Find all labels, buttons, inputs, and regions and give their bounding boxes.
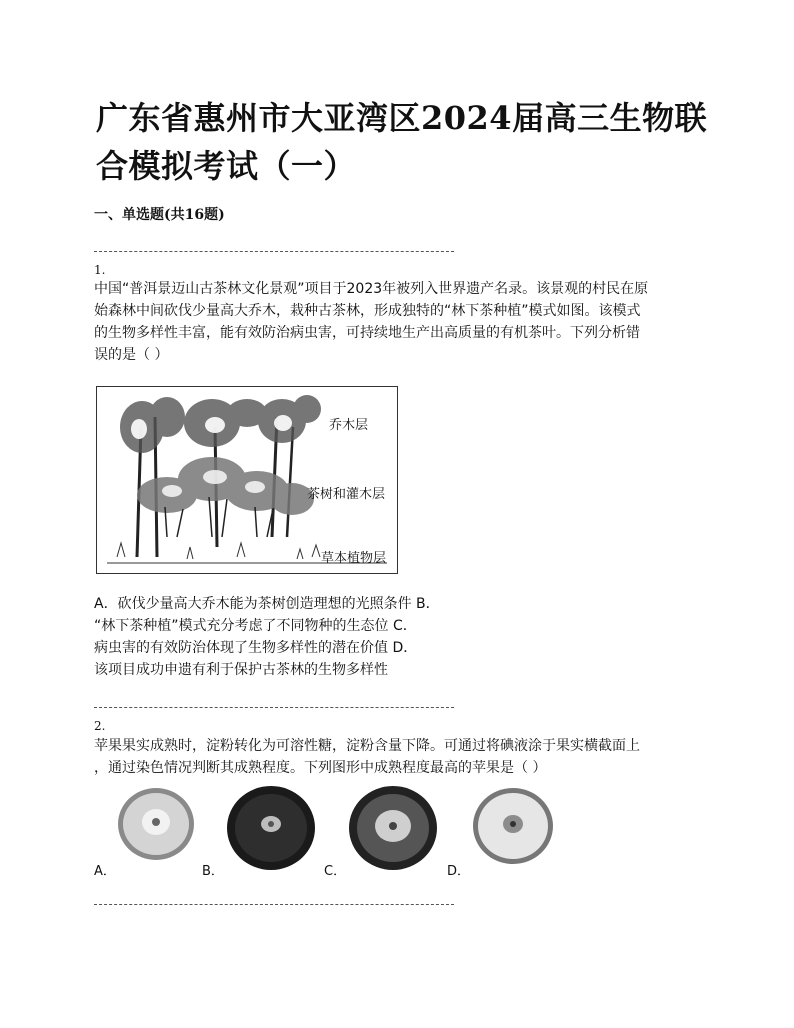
stem-line: 苹果果实成熟时，淀粉转化为可溶性糖，淀粉含量下降。可通过将碘液涂于果实横截面上 [94,738,640,754]
option-line: “林下茶种植”模式充分考虑了不同物种的生态位 C． [94,618,417,634]
shrub-layer-label: 茶树和灌木层 [307,487,386,502]
apple-slice-a-image [116,786,196,862]
option-line: 该项目成功申遗有利于保护古茶林的生物多样性 [94,662,388,678]
section-heading: 一、单选题(共16题) [94,207,225,223]
tree-layer-label: 乔木层 [329,418,369,433]
stem-line: 始森林中间砍伐少量高大乔木，栽种古茶林，形成独特的“林下茶种植”模式如图。该模式 [94,303,641,319]
question-number: 2. [94,719,106,733]
option-c-label: C． [324,864,347,879]
forest-layer-figure [96,386,398,574]
apple-slice-b-image [226,786,316,872]
option-a-label: A． [94,864,116,879]
stem-line: 的生物多样性丰富，能有效防治病虫害，可持续地生产出高质量的有机茶叶。下列分析错 [94,325,640,341]
apple-slice-d-image [472,786,554,866]
divider [94,251,454,252]
apple-slice-c[interactable] [348,786,438,876]
question-2-stem [94,735,706,779]
stem-line: ，通过染色情况判断其成熟程度。下列图形中成熟程度最高的苹果是（ ） [94,760,547,776]
question-1-stem [94,278,706,366]
apple-slice-a[interactable] [116,786,196,866]
stem-line: 中国“普洱景迈山古茶林文化景观”项目于2023年被列入世界遗产名录。该景观的村民在原 [94,281,649,297]
apple-slice-c-image [348,786,438,872]
option-line: 病虫害的有效防治体现了生物多样性的潜在价值 D． [94,640,418,656]
option-line: A．砍伐少量高大乔木能为茶树创造理想的光照条件 B． [94,596,440,612]
option-b-label: B． [202,864,224,879]
apple-slice-d[interactable] [472,786,554,870]
page-title: 广东省惠州市大亚湾区2024届高三生物联合模拟考试（一） [96,99,708,185]
question-1-options [94,593,706,681]
option-d-label: D． [447,864,471,879]
divider [94,904,454,905]
apple-slice-b[interactable] [226,786,316,876]
question-number: 1. [94,263,106,277]
divider [94,707,454,708]
herb-layer-label: 草本植物层 [321,551,387,566]
stem-line: 误的是（ ） [94,347,169,363]
